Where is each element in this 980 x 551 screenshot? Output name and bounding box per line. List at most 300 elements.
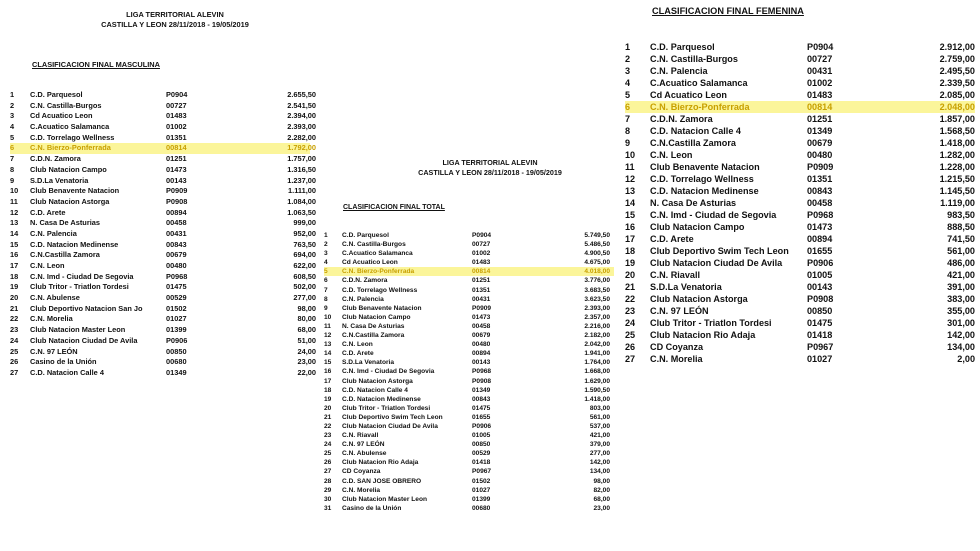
points-cell: 983,50 <box>947 210 975 220</box>
table-row <box>625 281 975 293</box>
table-row <box>10 303 316 315</box>
table-row <box>324 358 614 367</box>
points-cell: 1.228,00 <box>939 162 975 172</box>
club-name-cell: C.N.Castilla Zamora <box>30 250 100 260</box>
rank-cell: 5 <box>324 268 328 276</box>
club-name-cell: C.D. Torrelago Wellness <box>30 132 115 142</box>
table-row <box>625 233 975 245</box>
club-name-cell: C.N. Palencia <box>30 228 77 238</box>
rank-cell: 8 <box>324 295 328 303</box>
club-name-cell: C.N. Morelia <box>650 354 703 364</box>
points-cell: 2.282,00 <box>287 132 316 142</box>
club-code-cell: 01655 <box>472 413 491 421</box>
table-row <box>324 495 614 504</box>
club-code-cell: 00679 <box>807 138 833 148</box>
femenina-section-title: CLASIFICACION FINAL FEMENINA <box>652 6 804 16</box>
club-code-cell: 01502 <box>166 303 187 313</box>
points-cell: 2.393,00 <box>584 304 610 312</box>
rank-cell: 13 <box>10 218 19 228</box>
club-name-cell: Club Natacion Campo <box>650 222 745 232</box>
club-code-cell: P0904 <box>807 42 834 52</box>
club-name-cell: C.D. Natacion Calle 4 <box>650 126 741 136</box>
club-name-cell: Cd Acuatico Leon <box>650 90 727 100</box>
table-row <box>625 329 975 341</box>
club-name-cell: Club Natacion Master Leon <box>342 495 427 503</box>
points-cell: 82,00 <box>593 486 610 494</box>
club-code-cell: 01251 <box>807 114 833 124</box>
club-code-cell: 00894 <box>166 207 187 217</box>
table-row <box>324 377 614 386</box>
points-cell: 355,00 <box>947 306 975 316</box>
table-row <box>324 276 614 285</box>
club-name-cell: N. Casa De Asturias <box>30 218 100 228</box>
rank-cell: 10 <box>625 150 636 160</box>
rank-cell: 1 <box>625 42 631 52</box>
club-code-cell: 01349 <box>166 367 187 377</box>
points-cell: 1.119,00 <box>940 198 975 208</box>
table-row <box>324 286 614 295</box>
club-name-cell: C.N. Abulense <box>342 450 387 458</box>
points-cell: 1.237,00 <box>287 175 316 185</box>
club-code-cell: P0967 <box>472 468 492 476</box>
club-name-cell: C.N.Castilla Zamora <box>650 138 736 148</box>
club-code-cell: 01475 <box>472 404 491 412</box>
rank-cell: 17 <box>10 261 19 270</box>
rank-cell: 22 <box>324 422 332 430</box>
points-cell: 142,00 <box>589 459 610 467</box>
rank-cell: 12 <box>625 174 636 184</box>
club-name-cell: C.N. 97 LEÓN <box>342 441 385 449</box>
table-row <box>10 186 316 197</box>
rank-cell: 16 <box>324 368 332 376</box>
points-cell: 2.394,00 <box>287 111 316 121</box>
rank-cell: 28 <box>324 477 332 485</box>
points-cell: 741,50 <box>947 234 975 244</box>
club-name-cell: C.N. Palencia <box>342 295 384 303</box>
club-code-cell: 01005 <box>472 432 491 440</box>
points-cell: 1.941,00 <box>584 350 610 358</box>
rank-cell: 27 <box>625 354 636 364</box>
club-name-cell: C.Acuatico Salamanca <box>30 122 110 132</box>
club-code-cell: 00529 <box>166 293 187 303</box>
club-code-cell: P0968 <box>166 271 188 281</box>
table-row <box>625 41 975 53</box>
club-code-cell: 00680 <box>166 357 187 367</box>
club-name-cell: C.D.N. Zamora <box>30 154 81 164</box>
rank-cell: 2 <box>324 241 328 249</box>
club-name-cell: Club Natacion Ciudad De Avila <box>342 422 438 430</box>
table-row <box>324 477 614 486</box>
points-cell: 301,00 <box>947 318 975 328</box>
femenina-table <box>625 41 975 365</box>
club-name-cell: C.Acuatico Salamanca <box>650 78 748 88</box>
club-code-cell: P0967 <box>807 342 834 352</box>
rank-cell: 18 <box>625 246 636 256</box>
club-code-cell: 01502 <box>472 477 491 485</box>
rank-cell: 12 <box>10 207 19 217</box>
rank-cell: 9 <box>10 175 15 185</box>
points-cell: 68,00 <box>297 325 316 335</box>
rank-cell: 4 <box>324 259 328 267</box>
club-code-cell: 00143 <box>807 282 833 292</box>
table-row <box>10 100 316 112</box>
points-cell: 98,00 <box>593 477 610 485</box>
rank-cell: 11 <box>10 196 18 206</box>
rank-cell: 14 <box>324 350 332 358</box>
club-code-cell: 00850 <box>166 346 187 356</box>
points-cell: 2.759,00 <box>939 54 975 64</box>
rank-cell: 3 <box>324 250 328 258</box>
table-row <box>10 367 316 379</box>
points-cell: 763,50 <box>293 239 316 249</box>
masculina-section-title: CLASIFICACION FINAL MASCULINA <box>32 60 160 69</box>
table-row <box>324 504 614 513</box>
points-cell: 51,00 <box>297 335 316 345</box>
points-cell: 1.568,50 <box>939 126 975 136</box>
table-row <box>324 449 614 458</box>
rank-cell: 6 <box>10 143 15 153</box>
club-code-cell: 00894 <box>472 350 491 358</box>
club-code-cell: 00680 <box>472 504 491 512</box>
table-row <box>324 458 614 467</box>
points-cell: 1.792,00 <box>287 143 316 153</box>
table-row <box>324 231 614 240</box>
club-code-cell: 00843 <box>472 395 491 403</box>
club-name-cell: C.D. Parquesol <box>650 42 715 52</box>
rank-cell: 13 <box>324 341 332 349</box>
table-row <box>324 322 614 331</box>
table-row <box>10 218 316 229</box>
points-cell: 3.623,50 <box>584 295 610 303</box>
masculina-league-subtitle: CASTILLA Y LEON 28/11/2018 - 19/05/2019 <box>101 20 249 29</box>
table-row <box>625 257 975 269</box>
club-name-cell: C.N. Castilla-Burgos <box>30 100 102 110</box>
club-name-cell: C.D. Arete <box>30 207 66 217</box>
club-code-cell: 00458 <box>472 322 491 330</box>
club-name-cell: Club Natacion Astorga <box>342 377 413 385</box>
points-cell: 1.757,00 <box>287 154 316 164</box>
rank-cell: 22 <box>625 294 636 304</box>
rank-cell: 3 <box>625 66 631 76</box>
points-cell: 1.111,00 <box>288 186 316 196</box>
points-cell: 537,00 <box>589 422 610 430</box>
table-row <box>324 349 614 358</box>
rank-cell: 13 <box>625 186 636 196</box>
rank-cell: 14 <box>10 228 19 238</box>
points-cell: 2.655,50 <box>287 90 316 99</box>
rank-cell: 21 <box>10 303 19 313</box>
table-row <box>324 431 614 440</box>
table-row <box>625 89 975 101</box>
table-row <box>324 258 614 267</box>
points-cell: 888,50 <box>947 222 975 232</box>
club-name-cell: C.D. Torrelago Wellness <box>650 174 754 184</box>
table-row <box>10 143 316 154</box>
club-code-cell: 01027 <box>166 314 187 324</box>
rank-cell: 25 <box>10 346 19 356</box>
club-name-cell: Club Tritor - Triatlon Tordesi <box>342 404 431 412</box>
club-code-cell: P0904 <box>472 232 492 239</box>
points-cell: 23,00 <box>297 357 316 367</box>
club-code-cell: 00679 <box>472 332 491 340</box>
points-cell: 2.541,50 <box>287 100 316 110</box>
points-cell: 134,00 <box>947 342 975 352</box>
points-cell: 1.764,00 <box>584 359 610 367</box>
points-cell: 694,00 <box>293 250 316 260</box>
points-cell: 3.683,50 <box>584 286 610 294</box>
club-name-cell: Club Natacion Master Leon <box>30 325 126 335</box>
points-cell: 134,00 <box>589 468 610 476</box>
table-row <box>10 196 316 208</box>
table-row <box>324 331 614 340</box>
club-code-cell: P0906 <box>472 422 492 430</box>
points-cell: 1.145,50 <box>939 186 975 196</box>
club-code-cell: 01005 <box>807 270 833 280</box>
points-cell: 561,00 <box>589 413 610 421</box>
rank-cell: 5 <box>625 90 631 100</box>
points-cell: 486,00 <box>947 258 975 268</box>
rank-cell: 12 <box>324 332 332 340</box>
rank-cell: 18 <box>324 386 332 394</box>
club-code-cell: P0908 <box>807 294 834 304</box>
table-row <box>10 122 316 133</box>
rank-cell: 16 <box>625 222 636 232</box>
points-cell: 23,00 <box>593 504 610 512</box>
club-name-cell: S.D.La Venatoria <box>30 175 89 185</box>
club-name-cell: C.N. Abulense <box>30 293 80 303</box>
club-code-cell: 00480 <box>166 261 187 270</box>
table-row <box>625 197 975 209</box>
rank-cell: 21 <box>625 282 636 292</box>
rank-cell: 25 <box>324 450 332 458</box>
club-code-cell: P0909 <box>472 304 492 312</box>
club-code-cell: 01351 <box>807 174 833 184</box>
table-row <box>625 317 975 329</box>
club-name-cell: Club Deportivo Swim Tech Leon <box>342 413 443 421</box>
club-code-cell: 01399 <box>166 325 187 335</box>
rank-cell: 2 <box>625 54 631 64</box>
club-name-cell: Club Benavente Natacion <box>342 304 422 312</box>
masculina-league-title: LIGA TERRITORIAL ALEVIN <box>126 10 224 19</box>
table-row <box>324 395 614 404</box>
points-cell: 1.857,00 <box>939 114 975 124</box>
club-name-cell: C.N. Morelia <box>342 486 381 494</box>
club-code-cell: P0908 <box>472 377 492 385</box>
club-code-cell: 01351 <box>166 132 187 142</box>
club-name-cell: C.N. Leon <box>342 341 373 349</box>
club-name-cell: C.D. Natacion Medinense <box>342 395 421 403</box>
club-code-cell: 00458 <box>807 198 833 208</box>
points-cell: 391,00 <box>947 282 975 292</box>
rank-cell: 24 <box>10 335 19 345</box>
points-cell: 2.393,00 <box>287 122 316 132</box>
rank-cell: 8 <box>625 126 631 136</box>
club-code-cell: 01473 <box>472 313 491 321</box>
club-code-cell: 01399 <box>472 495 491 503</box>
club-code-cell: P0909 <box>807 162 834 172</box>
rank-cell: 6 <box>324 277 328 285</box>
club-code-cell: 00431 <box>166 228 187 238</box>
club-code-cell: 00727 <box>472 241 491 249</box>
club-name-cell: C.D. Arete <box>342 350 374 358</box>
table-row <box>625 269 975 281</box>
table-row <box>324 295 614 304</box>
rank-cell: 29 <box>324 486 332 494</box>
rank-cell: 23 <box>10 325 19 335</box>
rank-cell: 11 <box>625 162 635 172</box>
table-row <box>10 132 316 144</box>
table-row <box>10 261 316 272</box>
table-row <box>324 367 614 376</box>
table-row <box>324 422 614 431</box>
rank-cell: 11 <box>324 322 331 330</box>
table-row <box>324 404 614 413</box>
points-cell: 5.486,50 <box>584 241 610 249</box>
table-row <box>10 325 316 336</box>
table-row <box>324 313 614 322</box>
rank-cell: 22 <box>10 314 19 324</box>
rank-cell: 6 <box>625 102 631 112</box>
table-row <box>625 125 975 137</box>
club-name-cell: C.N. Castilla-Burgos <box>650 54 738 64</box>
rank-cell: 14 <box>625 198 636 208</box>
rank-cell: 31 <box>324 504 332 512</box>
points-cell: 2,00 <box>957 354 975 364</box>
table-row <box>324 486 614 495</box>
club-code-cell: 01483 <box>807 90 833 100</box>
club-code-cell: 00727 <box>807 54 833 64</box>
rank-cell: 9 <box>625 138 631 148</box>
rank-cell: 23 <box>625 306 636 316</box>
rank-cell: 16 <box>10 250 19 260</box>
club-name-cell: C.D.N. Zamora <box>650 114 713 124</box>
points-cell: 1.590,50 <box>584 386 610 394</box>
club-code-cell: P0909 <box>166 186 188 196</box>
club-code-cell: P0908 <box>166 196 188 206</box>
table-row <box>10 90 316 101</box>
points-cell: 142,00 <box>947 330 975 340</box>
club-name-cell: C.N. Riavall <box>650 270 701 280</box>
club-code-cell: 00850 <box>807 306 833 316</box>
table-row <box>10 207 316 219</box>
table-row <box>10 175 316 187</box>
club-name-cell: C.N. Leon <box>650 150 693 160</box>
club-name-cell: C.D. Parquesol <box>342 232 389 239</box>
rank-cell: 30 <box>324 495 332 503</box>
points-cell: 379,00 <box>589 441 610 449</box>
rank-cell: 5 <box>10 132 15 142</box>
rank-cell: 19 <box>324 395 332 403</box>
points-cell: 1.668,00 <box>584 368 610 376</box>
rank-cell: 25 <box>625 330 636 340</box>
total-league-title: LIGA TERRITORIAL ALEVIN <box>442 158 538 167</box>
club-code-cell: 00431 <box>807 66 833 76</box>
club-code-cell: 01349 <box>807 126 833 136</box>
rank-cell: 18 <box>10 271 19 281</box>
club-code-cell: 01002 <box>166 122 187 132</box>
club-code-cell: 00679 <box>166 250 187 260</box>
club-name-cell: C.D. Natacion Calle 4 <box>342 386 408 394</box>
table-row <box>324 386 614 395</box>
points-cell: 22,00 <box>297 367 316 377</box>
table-row <box>625 161 975 173</box>
club-code-cell: 01483 <box>472 259 491 267</box>
table-row <box>324 340 614 349</box>
table-row <box>324 440 614 449</box>
points-cell: 1.629,00 <box>584 377 610 385</box>
club-name-cell: C.N. Castilla-Burgos <box>342 241 406 249</box>
club-code-cell: 01027 <box>472 486 491 494</box>
club-name-cell: C.D. SAN JOSE OBRERO <box>342 477 422 485</box>
rank-cell: 10 <box>10 186 19 196</box>
rank-cell: 2 <box>10 100 15 110</box>
total-league-subtitle: CASTILLA Y LEON 28/11/2018 - 19/05/2019 <box>418 168 562 177</box>
rank-cell: 20 <box>10 293 19 303</box>
club-name-cell: N. Casa De Asturias <box>342 322 405 330</box>
club-code-cell: 00843 <box>807 186 833 196</box>
club-name-cell: Club Natacion Ciudad De Avila <box>650 258 783 268</box>
table-row <box>10 282 316 293</box>
rank-cell: 24 <box>625 318 636 328</box>
club-code-cell: 01418 <box>472 459 491 467</box>
points-cell: 2.085,00 <box>939 90 975 100</box>
points-cell: 2.339,50 <box>939 78 975 88</box>
club-name-cell: Club Natacion Rio Adaja <box>342 459 419 467</box>
club-name-cell: C.D. Natacion Medinense <box>650 186 759 196</box>
club-name-cell: Casino de la Unión <box>342 504 402 512</box>
club-name-cell: C.D.N. Zamora <box>342 277 388 285</box>
points-cell: 421,00 <box>947 270 975 280</box>
points-cell: 277,00 <box>293 293 316 303</box>
points-cell: 952,00 <box>293 228 316 238</box>
club-code-cell: 01483 <box>166 111 187 121</box>
club-code-cell: 00480 <box>807 150 833 160</box>
club-code-cell: 00143 <box>166 175 187 185</box>
rank-cell: 24 <box>324 441 332 449</box>
table-row <box>625 185 975 197</box>
rank-cell: 19 <box>625 258 636 268</box>
table-row <box>10 271 316 283</box>
club-name-cell: C.Acuatico Salamanca <box>342 250 413 258</box>
table-row <box>10 250 316 261</box>
table-row <box>10 335 316 347</box>
table-row <box>625 53 975 65</box>
table-row <box>324 304 614 313</box>
rank-cell: 20 <box>324 404 332 412</box>
club-name-cell: C.N. Imd - Ciudad De Segovia <box>342 368 435 376</box>
table-row <box>10 357 316 368</box>
club-code-cell: 00814 <box>807 102 833 112</box>
club-code-cell: 00143 <box>472 359 491 367</box>
club-code-cell: P0906 <box>807 258 834 268</box>
table-row <box>10 314 316 325</box>
rank-cell: 17 <box>625 234 636 244</box>
rank-cell: 17 <box>324 377 332 385</box>
club-code-cell: 01251 <box>472 277 491 285</box>
points-cell: 608,50 <box>293 271 316 281</box>
points-cell: 561,00 <box>947 246 975 256</box>
club-name-cell: C.N. Morelia <box>30 314 73 324</box>
points-cell: 2.495,50 <box>939 66 975 76</box>
rank-cell: 8 <box>10 164 15 174</box>
table-row <box>10 293 316 304</box>
club-name-cell: Club Natacion Rio Adaja <box>650 330 756 340</box>
table-row <box>625 149 975 161</box>
club-code-cell: 01349 <box>472 386 491 394</box>
rank-cell: 21 <box>324 413 332 421</box>
club-code-cell: 01475 <box>166 282 187 292</box>
club-name-cell: S.D.La Venatoria <box>650 282 722 292</box>
